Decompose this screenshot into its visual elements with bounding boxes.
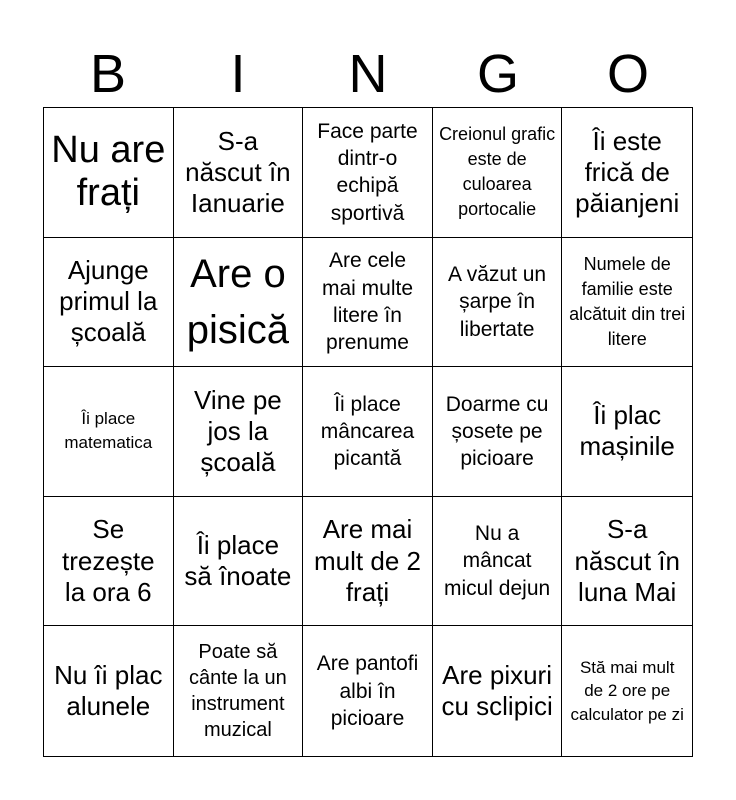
bingo-cell[interactable]: Are cele mai multe litere în prenume: [303, 238, 433, 368]
header-letter-g: G: [476, 44, 519, 104]
bingo-cell[interactable]: Face parte dintr-o echipă sportivă: [303, 108, 433, 238]
bingo-cell[interactable]: Nu îi plac alunele: [44, 626, 174, 756]
bingo-cell[interactable]: Îi plac mașinile: [562, 367, 692, 497]
bingo-header: [43, 40, 693, 108]
bingo-cell[interactable]: Are pantofi albi în picioare: [303, 626, 433, 756]
bingo-cell[interactable]: Poate să cânte la un instrument muzical: [174, 626, 304, 756]
bingo-cell[interactable]: Numele de familie este alcătuit din trei litere: [562, 238, 692, 368]
bingo-cell[interactable]: Nu are frați: [44, 108, 174, 238]
bingo-cell[interactable]: Creionul grafic este de culoarea portocalie: [433, 108, 563, 238]
bingo-card-grid: [43, 107, 693, 757]
header-letter-b: B: [89, 44, 127, 104]
header-letter-i: I: [230, 44, 246, 104]
bingo-cell[interactable]: S-a născut în Ianuarie: [174, 108, 304, 238]
bingo-cell[interactable]: Îi este frică de păianjeni: [562, 108, 692, 238]
bingo-cell[interactable]: S-a născut în luna Mai: [562, 497, 692, 627]
bingo-cell[interactable]: Îi place matematica: [44, 367, 174, 497]
header-letter-n: N: [348, 44, 388, 104]
bingo-cell[interactable]: Are pixuri cu sclipici: [433, 626, 563, 756]
bingo-cell[interactable]: Stă mai mult de 2 ore pe calculator pe zi: [570, 657, 684, 725]
bingo-cell[interactable]: Îi place mâncarea picantă: [303, 367, 433, 497]
bingo-cell[interactable]: Doarme cu șosete pe picioare: [433, 367, 563, 497]
bingo-cell[interactable]: Ajunge primul la școală: [44, 238, 174, 368]
bingo-cell[interactable]: Nu a mâncat micul dejun: [433, 497, 563, 627]
bingo-cell[interactable]: Îi place să înoate: [174, 497, 304, 627]
bingo-cell[interactable]: Are o pisică: [174, 238, 304, 368]
bingo-cell[interactable]: Are mai mult de 2 frați: [303, 497, 433, 627]
bingo-cell[interactable]: A văzut un șarpe în libertate: [433, 238, 563, 368]
bingo-cell[interactable]: Vine pe jos la școală: [174, 367, 304, 497]
bingo-cell[interactable]: Se trezește la ora 6: [44, 497, 174, 627]
header-letter-o: O: [606, 44, 649, 104]
